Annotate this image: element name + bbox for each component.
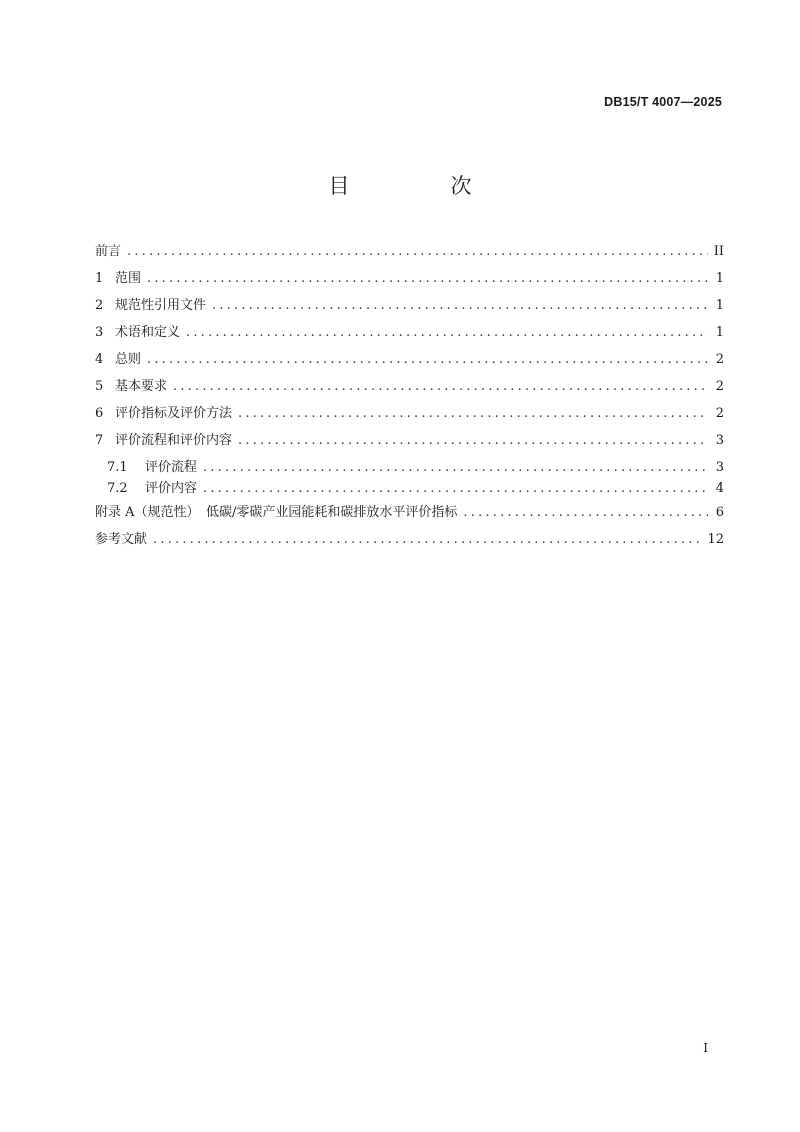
toc-entry-label: 术语和定义 xyxy=(115,325,181,340)
dot-leader xyxy=(238,404,708,424)
toc-entry-page: II xyxy=(713,244,724,259)
dot-leader xyxy=(463,503,708,523)
toc-entry-label: 评价流程 xyxy=(145,460,198,475)
dot-leader xyxy=(127,242,708,262)
toc-entry-foreword[interactable] xyxy=(95,242,724,269)
toc-entry-basic-requirements[interactable] xyxy=(95,377,724,404)
dot-leader xyxy=(186,323,708,343)
document-code: DB15/T 4007—2025 xyxy=(604,95,722,109)
toc-entry-appendix-a[interactable] xyxy=(95,503,724,530)
toc-entry-label: 规范性引用文件 xyxy=(115,298,207,313)
toc-entry-label: 基本要求 xyxy=(115,379,168,394)
toc-entry-label: 评价内容 xyxy=(145,481,198,496)
toc-entry-number: 4 xyxy=(95,352,104,367)
toc-entry-label: 评价流程和评价内容 xyxy=(115,433,233,448)
toc-entry-label: 附录 A（规范性） 低碳/零碳产业园能耗和碳排放水平评价指标 xyxy=(95,505,458,520)
toc-entry-number: 3 xyxy=(95,325,104,340)
dot-leader xyxy=(238,431,708,451)
toc-entry-label: 参考文献 xyxy=(95,532,148,547)
toc-entry-page: 4 xyxy=(715,481,724,496)
toc-entry-page: 3 xyxy=(715,460,724,475)
toc-entry-evaluation-content[interactable] xyxy=(95,479,724,503)
toc-entry-evaluation-process[interactable] xyxy=(95,458,724,479)
toc-entry-number: 6 xyxy=(95,406,104,421)
dot-leader xyxy=(203,458,708,478)
toc-entry-number: 7 xyxy=(95,433,104,448)
toc-entry-scope[interactable] xyxy=(95,269,724,296)
toc-entry-number: 1 xyxy=(95,271,104,286)
toc-entry-number: 7.2 xyxy=(107,481,128,496)
toc-entry-page: 2 xyxy=(715,379,724,394)
toc-entry-number: 2 xyxy=(95,298,104,313)
dot-leader xyxy=(203,479,708,499)
toc-title: 目 次 xyxy=(328,174,512,198)
toc-entry-page: 1 xyxy=(715,325,724,340)
toc-entry-normative-references[interactable] xyxy=(95,296,724,323)
dot-leader xyxy=(212,296,708,316)
toc-entry-page: 2 xyxy=(715,352,724,367)
toc-entry-label: 前言 xyxy=(95,244,122,259)
dot-leader xyxy=(147,269,708,289)
toc-entry-page: 12 xyxy=(707,532,724,547)
toc-entry-page: 1 xyxy=(715,298,724,313)
page-number: I xyxy=(703,1041,708,1055)
toc-entry-label: 评价指标及评价方法 xyxy=(115,406,233,421)
toc-entry-label: 总则 xyxy=(115,352,142,367)
toc-entry-page: 6 xyxy=(715,505,724,520)
toc-entry-process-content[interactable] xyxy=(95,431,724,458)
toc-entry-page: 3 xyxy=(715,433,724,448)
toc-entry-number: 5 xyxy=(95,379,104,394)
toc-entry-page: 1 xyxy=(715,271,724,286)
dot-leader xyxy=(147,350,708,370)
table-of-contents xyxy=(95,242,724,557)
dot-leader xyxy=(153,530,701,550)
toc-entry-general[interactable] xyxy=(95,350,724,377)
toc-entry-terms-definitions[interactable] xyxy=(95,323,724,350)
toc-entry-indicators-methods[interactable] xyxy=(95,404,724,431)
toc-entry-bibliography[interactable] xyxy=(95,530,724,557)
toc-entry-page: 2 xyxy=(715,406,724,421)
toc-entry-label: 范围 xyxy=(115,271,142,286)
dot-leader xyxy=(173,377,708,397)
toc-entry-number: 7.1 xyxy=(107,460,128,475)
